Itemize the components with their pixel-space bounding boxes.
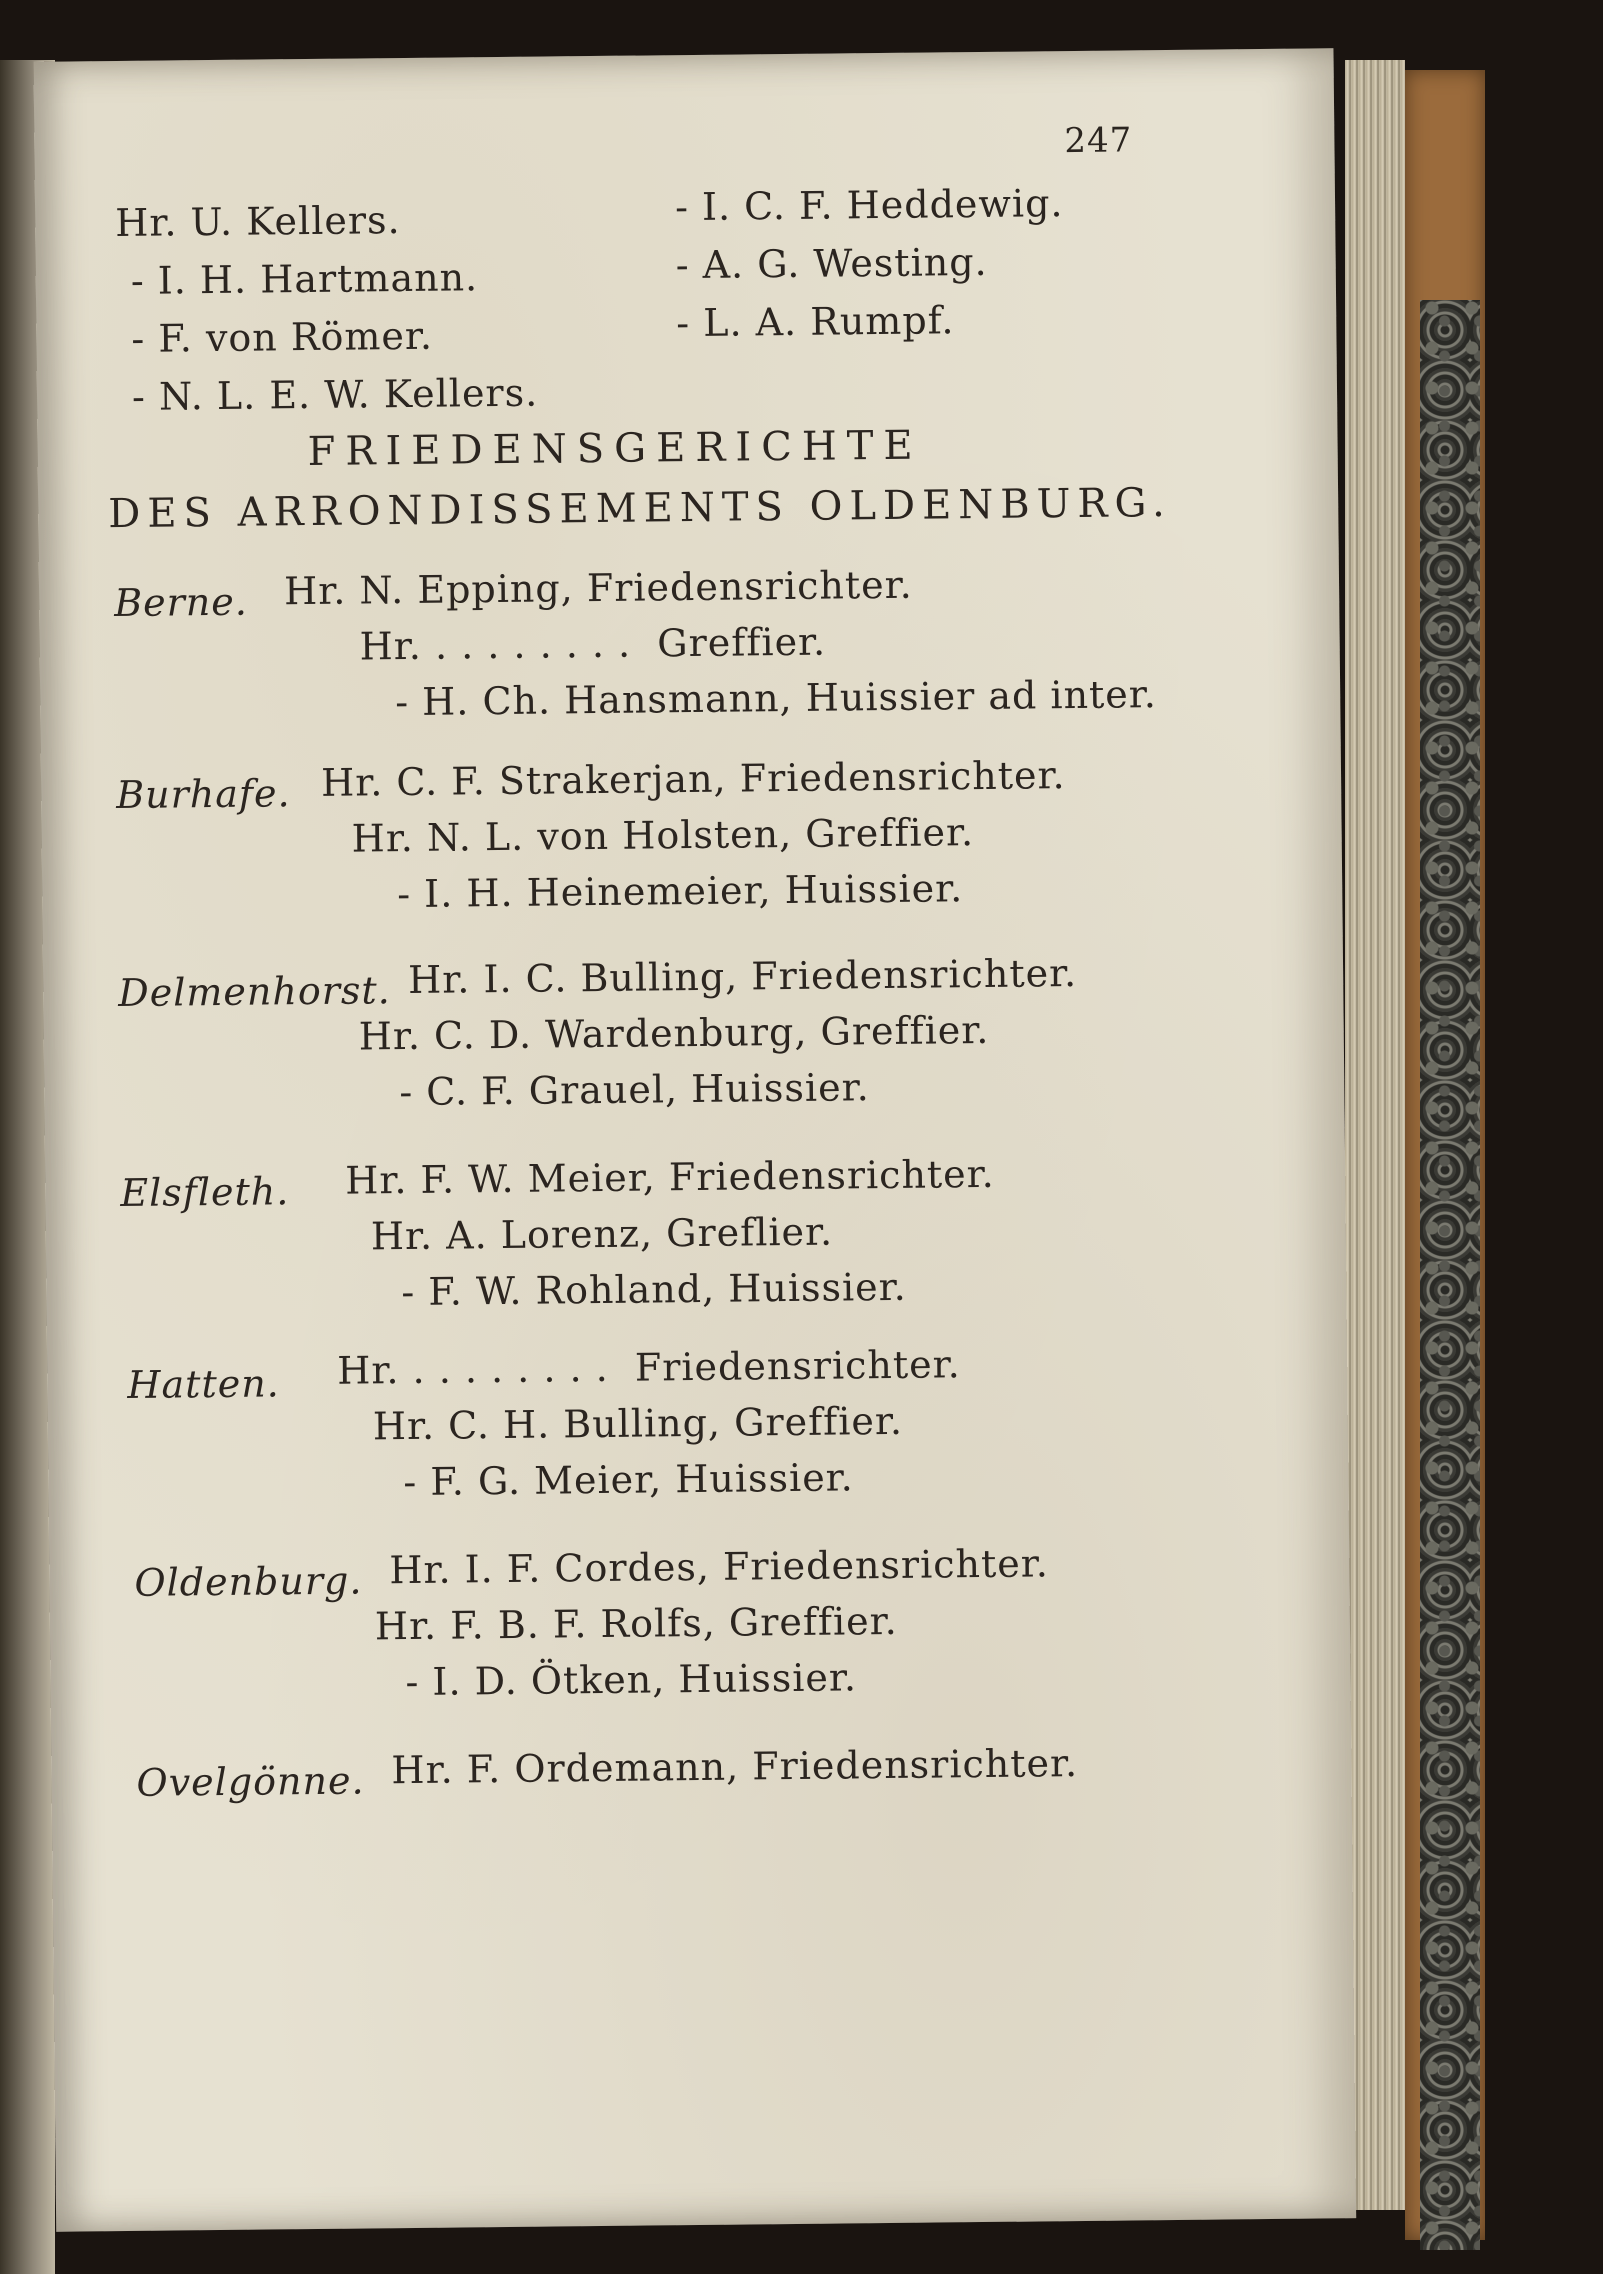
top-left-name: - N. L. E. W. Kellers. [131, 370, 539, 419]
entry-line: Hr. N. L. von Holsten, Greffier. [351, 810, 975, 861]
place-name: Oldenburg. [134, 1558, 363, 1605]
page-number: 247 [1064, 120, 1133, 162]
entry-line: Hr. F. Ordemann, Friedensrichter. [391, 1741, 1079, 1793]
place-name: Elsfleth. [120, 1169, 290, 1216]
entry-line: Hr. C. F. Strakerjan, Friedensrichter. [320, 753, 1066, 805]
entry-line: Hr. C. H. Bulling, Greffier. [372, 1398, 904, 1449]
page-block-edges [1345, 60, 1405, 2210]
entry-line: - H. Ch. Hansmann, Huissier ad inter. [395, 672, 1158, 725]
heading-line-1: FRIEDENSGERICHTE [307, 422, 923, 476]
top-right-name: - A. G. Westing. [675, 239, 988, 288]
place-name: Ovelgönne. [136, 1758, 365, 1805]
book-page [34, 48, 1357, 2231]
place-name: Berne. [113, 579, 249, 626]
entry-line: Hr. . . . . . . . . Friedensrichter. [337, 1342, 961, 1393]
heading-line-2: DES ARRONDISSEMENTS OLDENBURG. [108, 479, 1172, 538]
place-name: Delmenhorst. [118, 968, 391, 1016]
top-right-name: - L. A. Rumpf. [676, 298, 955, 346]
entry-line: Hr. F. B. F. Rolfs, Greffier. [374, 1598, 898, 1649]
entry-line: Hr. F. W. Meier, Friedensrichter. [345, 1151, 995, 1203]
top-left-name: - I. H. Hartmann. [130, 255, 479, 303]
entry-line: Hr. I. F. Cordes, Friedensrichter. [389, 1541, 1050, 1593]
entry-line: Hr. I. C. Bulling, Friedensrichter. [407, 950, 1078, 1002]
place-name: Hatten. [127, 1361, 280, 1407]
entry-line: - F. W. Rohland, Huissier. [401, 1264, 907, 1315]
entry-line: - I. H. Heinemeier, Huissier. [397, 866, 964, 917]
entry-line: - I. D. Ötken, Huissier. [405, 1655, 858, 1705]
entry-line: - C. F. Grauel, Huissier. [399, 1065, 870, 1115]
entry-line: Hr. N. Epping, Friedensrichter. [283, 562, 913, 614]
entry-line: - F. G. Meier, Huissier. [403, 1455, 854, 1505]
entry-line: Hr. . . . . . . . . Greffier. [359, 619, 827, 669]
place-name: Burhafe. [115, 771, 291, 818]
top-left-name: Hr. U. Kellers. [114, 198, 401, 246]
entry-line: Hr. A. Lorenz, Greflier. [370, 1209, 834, 1259]
entry-line: Hr. C. D. Wardenburg, Greffier. [358, 1007, 990, 1059]
top-right-name: - I. C. F. Heddewig. [674, 181, 1064, 230]
marbled-cover-paper [1420, 300, 1480, 2250]
top-left-name: - F. von Römer. [131, 313, 434, 361]
